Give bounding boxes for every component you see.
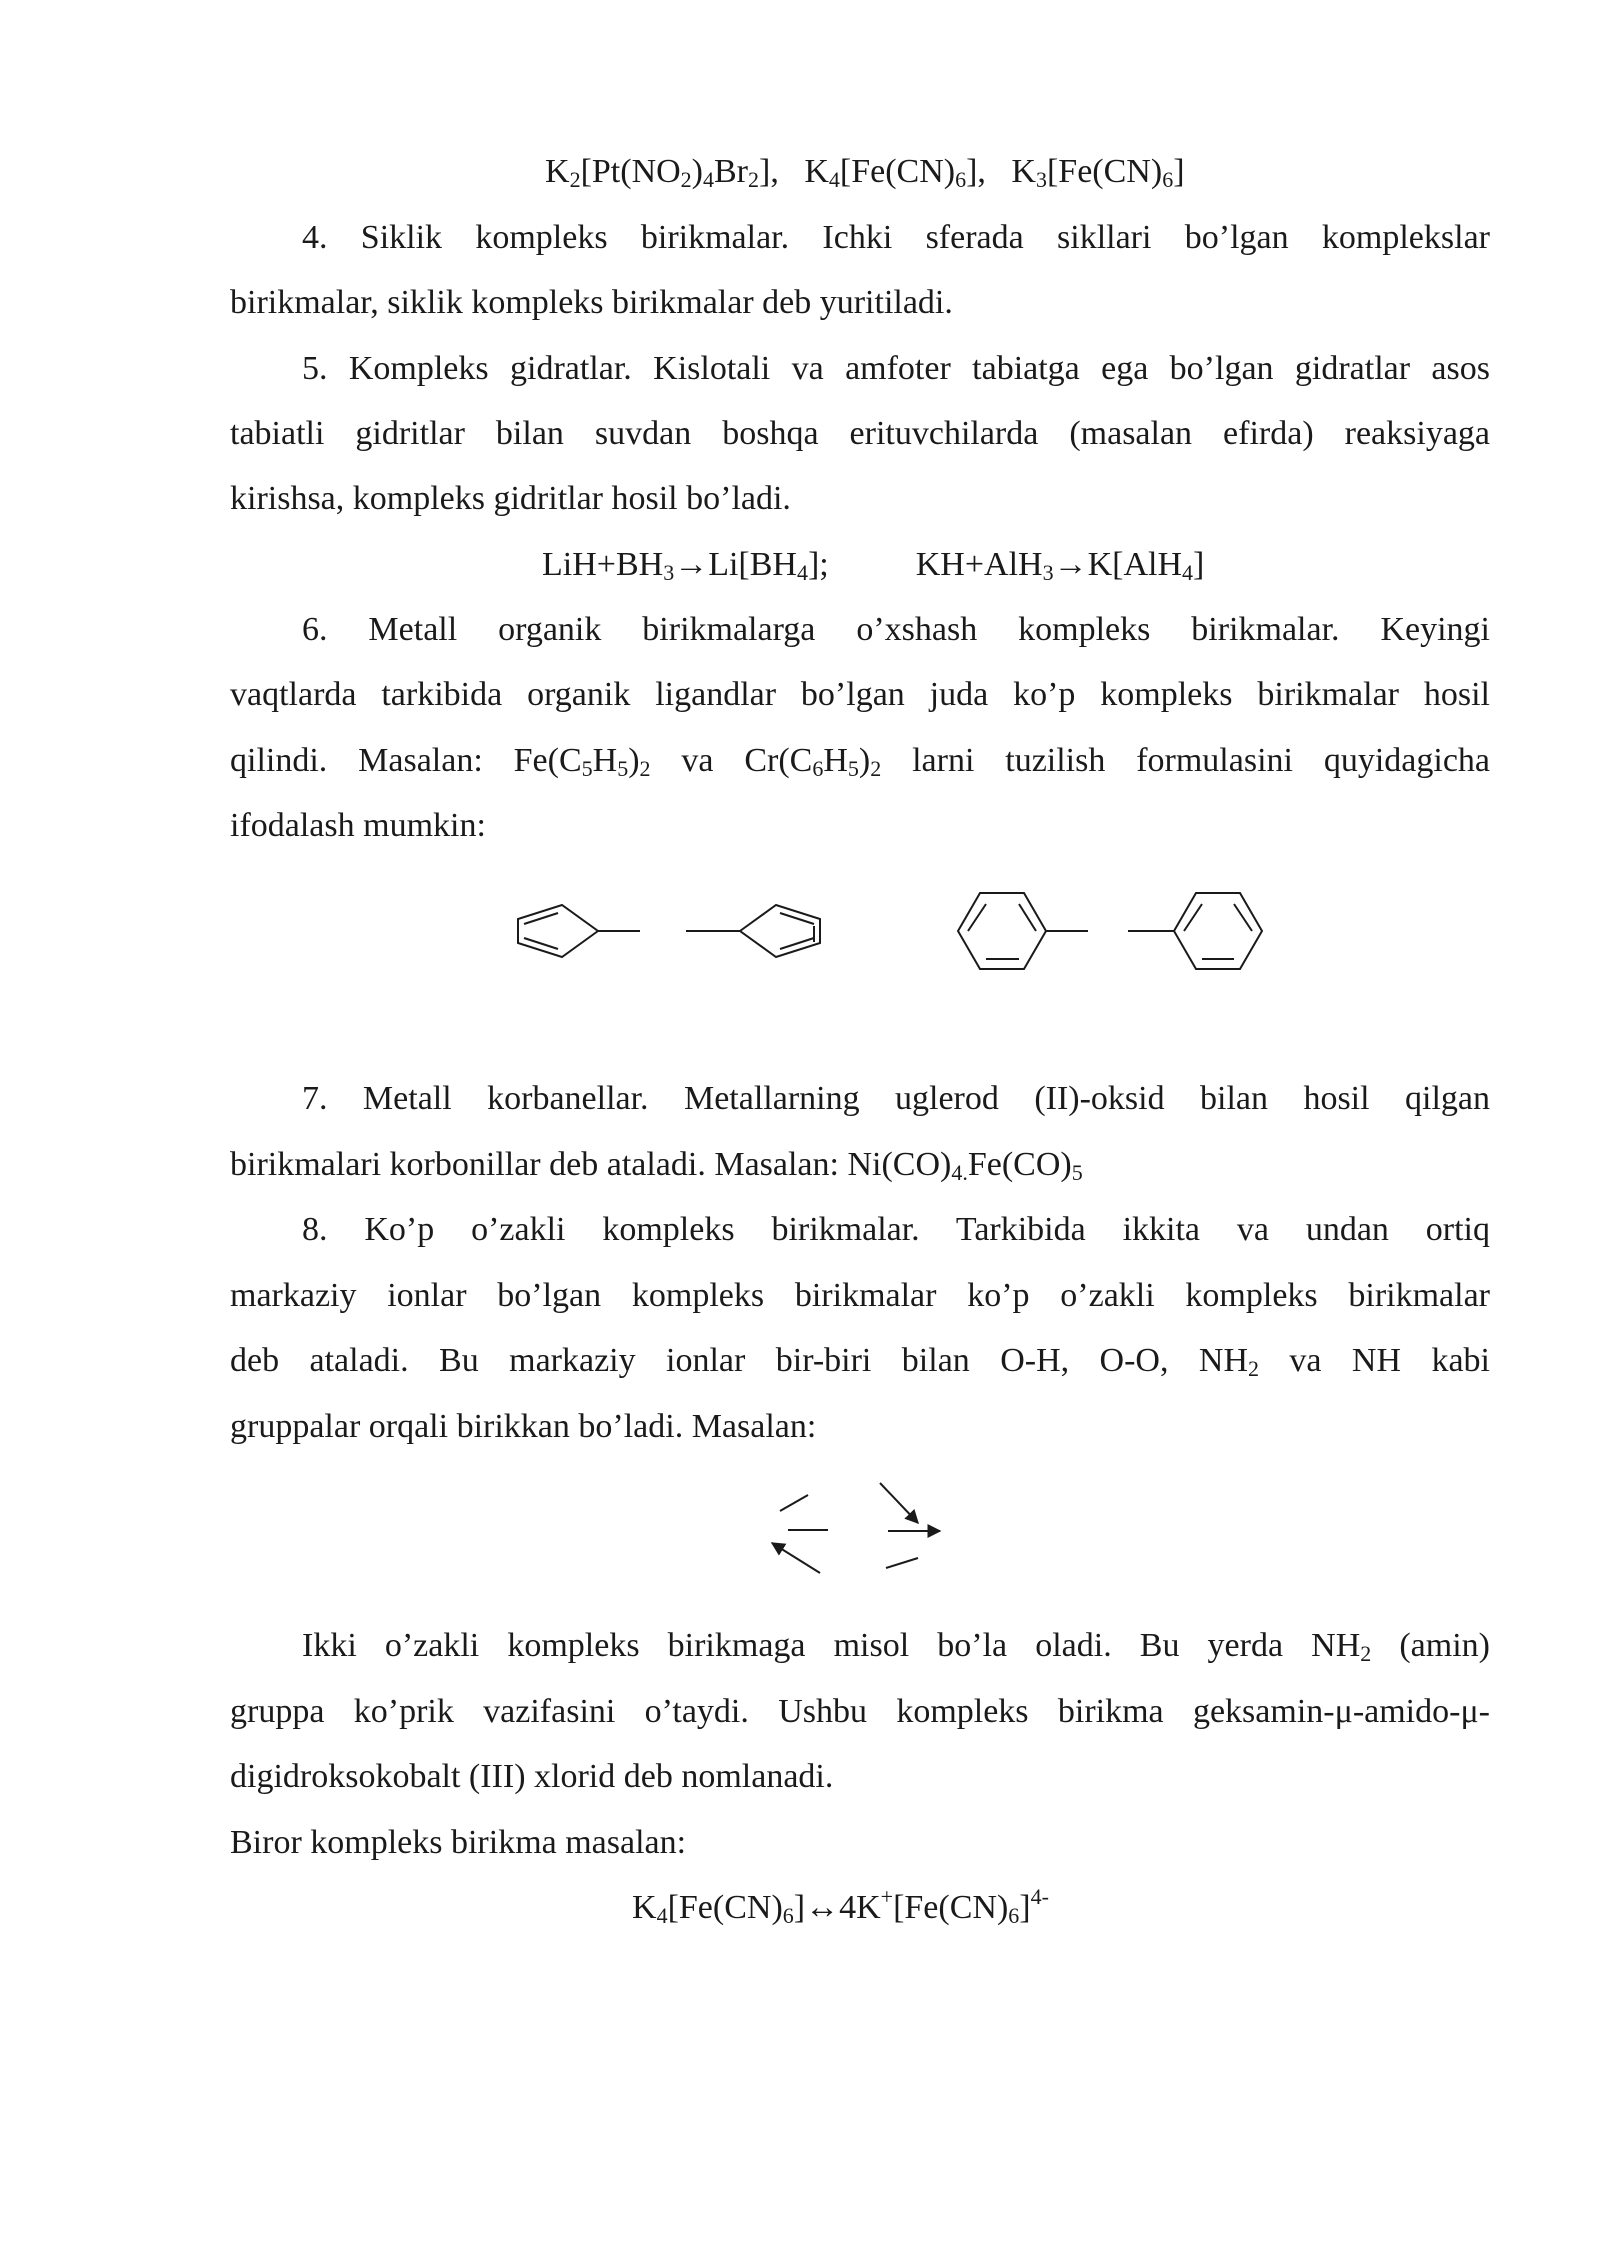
p6-line-3: qilindi. Masalan: $Fe(C_5H_5)_2$ va $Cr(C_6H_5)_2$ larni tuzilish formulasini quyidagicha <box>230 742 1490 781</box>
p5-line-1: 5. Kompleks gidratlar. Kislotali va amfoter tabiatga ega bo’lgan gidratlar asos <box>302 350 1490 387</box>
cyclopentadienyl-ring-left <box>518 905 640 957</box>
benzene-ring-left <box>958 893 1088 969</box>
p6-line-1: 6. Metall organik birikmalarga o’xshash kompleks birikmalar. Keyingi <box>302 611 1490 648</box>
cyclopentadienyl-ring-right <box>686 905 820 957</box>
reaction-line-1: $LiH+BH_3\to Li[BH_4]$; KH+AlH$_3$→K[AlH$_4$] <box>542 546 1205 585</box>
p7-line-1: 7. Metall korbanellar. Metallarning uglerod (II)-oksid bilan hosil qilgan <box>302 1080 1490 1117</box>
p8-line-1: 8. Ko’p o’zakli kompleks birikmalar. Tarkibida ikkita va undan ortiq <box>302 1211 1490 1248</box>
p8-line-2: markaziy ionlar bo’lgan kompleks birikmalar ko’p o’zakli kompleks birikmalar <box>230 1277 1490 1314</box>
p5-line-2: tabiatli gidritlar bilan suvdan boshqa erituvchilarda (masalan efirda) reaksiyaga <box>230 415 1490 452</box>
left-bridge-arrows <box>772 1495 828 1573</box>
p6-line-2: vaqtlarda tarkibida organik ligandlar bo’lgan juda ko’p kompleks birikmalar hosil <box>230 676 1490 713</box>
bridging-bonds-diagram <box>740 1475 980 1585</box>
p6-line-4: ifodalash mumkin: <box>230 807 486 844</box>
p7-line-2: birikmalari korbonillar deb ataladi. Masalan: $Ni(CO)_{4.}Fe(CO)_5$ <box>230 1146 1083 1185</box>
p5-line-3: kirishsa, kompleks gidritlar hosil bo’ladi. <box>230 480 791 517</box>
p9-line-3: digidroksokobalt (III) xlorid deb nomlanadi. <box>230 1758 834 1795</box>
p10-line-1: Biror kompleks birikma masalan: <box>230 1824 687 1861</box>
organometallic-structures <box>0 860 1600 1000</box>
p9-line-1: Ikki o’zakli kompleks birikmaga misol bo’la oladi. Bu yerda $NH_2$ (amin) <box>302 1627 1490 1666</box>
reaction-line-2: $K_4[Fe(CN)_6]\leftrightarrow 4K^+[Fe(CN)_6]^{4-}$ <box>632 1884 1049 1928</box>
benzene-ring-right <box>1128 893 1262 969</box>
p4-line-1: 4. Siklik kompleks birikmalar. Ichki sferada sikllari bo’lgan komplekslar <box>302 219 1490 256</box>
p9-line-2: gruppa ko’prik vazifasini o’taydi. Ushbu kompleks birikma geksamin-μ-amido-μ- <box>230 1693 1490 1730</box>
p8-line-4: gruppalar orqali birikkan bo’ladi. Masalan: <box>230 1408 817 1445</box>
formula-line-1: $K_2[Pt(NO_2)_4Br_2]$, $K_4[Fe(CN)_6]$, $K_3[Fe(CN)_6]$ <box>545 153 1185 192</box>
right-bridge-arrows <box>880 1483 940 1568</box>
p4-line-2: birikmalar, siklik kompleks birikmalar deb yuritiladi. <box>230 284 953 321</box>
p8-line-3: deb ataladi. Bu markaziy ionlar bir-biri bilan O-H, O-O, $NH_2$ va NH kabi <box>230 1342 1490 1381</box>
